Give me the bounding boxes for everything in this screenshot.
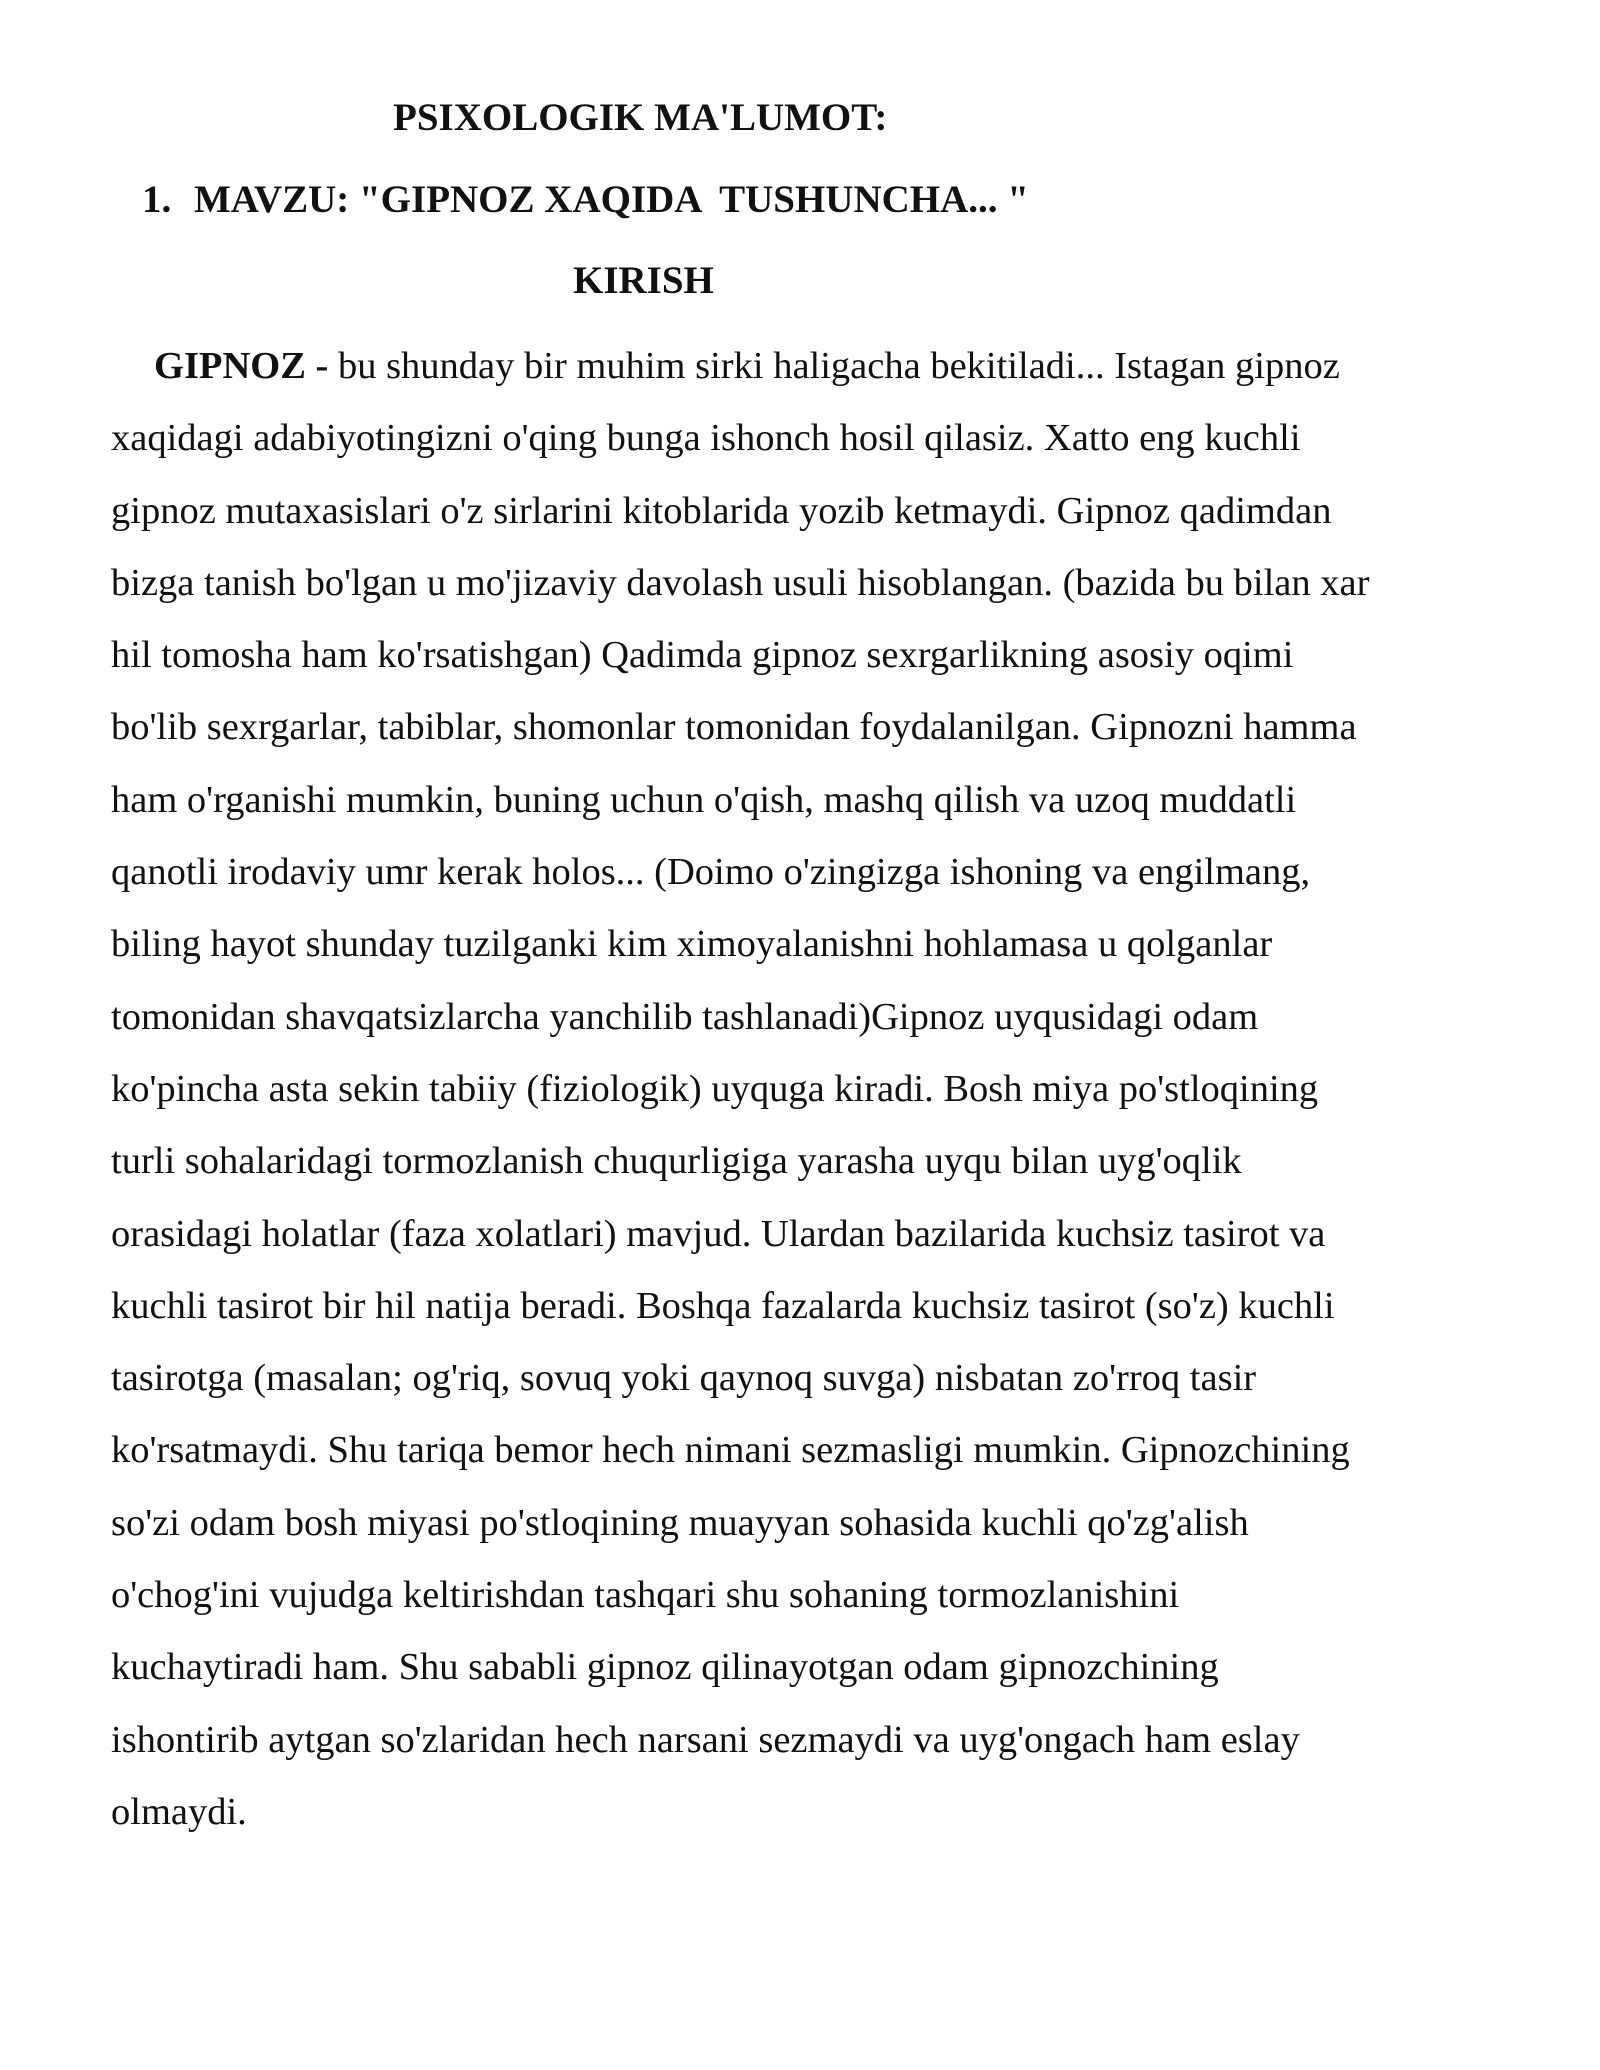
topic-title: MAVZU: "GIPNOZ XAQIDA TUSHUNCHA... " xyxy=(194,178,1029,221)
body-paragraph xyxy=(111,330,1491,1848)
paragraph-line: olmaydi. xyxy=(111,1790,247,1833)
paragraph-line: ham o'rganishi mumkin, buning uchun o'qish, mashq qilish va uzoq muddatli xyxy=(111,778,1297,821)
paragraph-line: turli sohalaridagi tormozlanish chuqurligiga yarasha uyqu bilan uyg'oqlik xyxy=(111,1140,1242,1183)
topic-heading xyxy=(142,176,1029,224)
paragraph-line: bizga tanish bo'lgan u mo'jizaviy davolash usuli hisoblangan. (bazida bu bilan xar xyxy=(111,561,1370,604)
paragraph-line: o'chog'ini vujudga keltirishdan tashqari shu sohaning tormozlanishini xyxy=(111,1574,1180,1617)
lead-term: GIPNOZ - xyxy=(154,345,329,387)
paragraph-line: kuchaytiradi ham. Shu sababli gipnoz qilinayotgan odam gipnozchining xyxy=(111,1646,1219,1689)
paragraph-line xyxy=(111,330,1491,402)
paragraph-line: gipnoz mutaxasislari o'z sirlarini kitoblarida yozib ketmaydi. Gipnoz qadimdan xyxy=(111,489,1332,532)
paragraph-line: kuchli tasirot bir hil natija beradi. Boshqa fazalarda kuchsiz tasirot (so'z) kuchli xyxy=(111,1284,1335,1327)
line-text: bu shunday bir muhim sirki haligacha bekitiladi... Istagan gipnoz xyxy=(328,345,1340,387)
paragraph-line: qanotli irodaviy umr kerak holos... (Doimo o'zingizga ishoning va engilmang, xyxy=(111,851,1311,894)
paragraph-line: tasirotga (masalan; og'riq, sovuq yoki qaynoq suvga) nisbatan zo'rroq tasir xyxy=(111,1357,1257,1400)
paragraph-line: hil tomosha ham ko'rsatishgan) Qadimda gipnoz sexrgarlikning asosiy oqimi xyxy=(111,634,1294,677)
paragraph-line: biling hayot shunday tuzilganki kim ximoyalanishni hohlamasa u qolganlar xyxy=(111,923,1273,966)
paragraph-line: tomonidan shavqatsizlarcha yanchilib tashlanadi)Gipnoz uyqusidagi odam xyxy=(111,995,1259,1038)
paragraph-line: ko'pincha asta sekin tabiiy (fiziologik) uyquga kiradi. Bosh miya po'stloqining xyxy=(111,1067,1319,1110)
topic-number: 1. xyxy=(142,178,172,221)
paragraph-line: orasidagi holatlar (faza xolatlari) mavjud. Ulardan bazilarida kuchsiz tasirot va xyxy=(111,1212,1326,1255)
paragraph-line: ko'rsatmaydi. Shu tariqa bemor hech nimani sezmasligi mumkin. Gipnozchining xyxy=(111,1429,1350,1472)
section-heading: KIRISH xyxy=(573,259,714,302)
document-title: PSIXOLOGIK MA'LUMOT: xyxy=(393,96,888,139)
paragraph-line: xaqidagi adabiyotingizni o'qing bunga ishonch hosil qilasiz. Xatto eng kuchli xyxy=(111,417,1301,460)
paragraph-line: ishontirib aytgan so'zlaridan hech narsani sezmaydi va uyg'ongach ham eslay xyxy=(111,1718,1300,1761)
paragraph-line: so'zi odam bosh miyasi po'stloqining muayyan sohasida kuchli qo'zg'alish xyxy=(111,1501,1249,1544)
paragraph-line: bo'lib sexrgarlar, tabiblar, shomonlar tomonidan foydalanilgan. Gipnozni hamma xyxy=(111,706,1357,749)
